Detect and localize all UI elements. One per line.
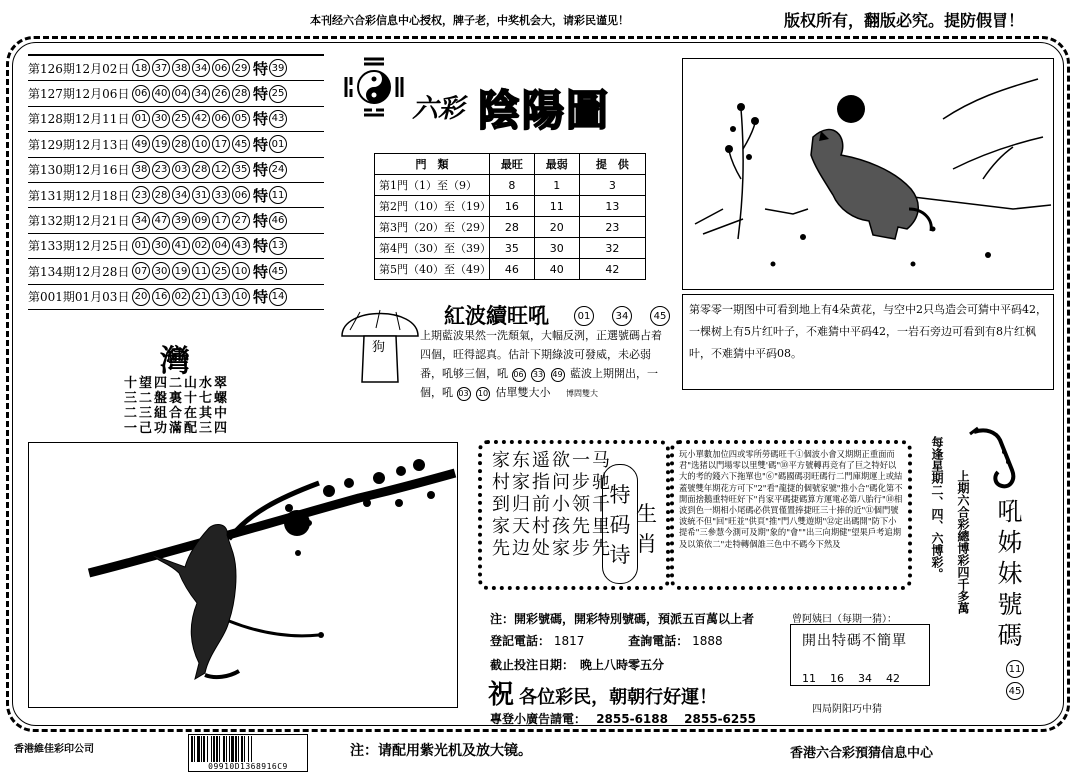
number-ball: 19 — [152, 135, 170, 153]
ads-phone2: 2855-6255 — [684, 712, 756, 726]
special-label: 特 — [253, 262, 269, 281]
draw-row — [28, 81, 324, 106]
clue-box — [682, 294, 1054, 390]
number-ball: 01 — [132, 110, 150, 128]
number-ball: 27 — [232, 212, 250, 230]
aunt-number: 42 — [886, 672, 900, 685]
phone1: 1817 — [553, 634, 585, 648]
special-label: 特 — [253, 59, 269, 78]
poem-column: 家村到家先 — [489, 450, 510, 560]
wan-char: 灣 — [160, 344, 190, 379]
stats-cell: 32 — [579, 238, 645, 259]
number-ball: 11 — [1006, 660, 1024, 678]
ads-label: 專登小廣告請電： — [490, 712, 587, 726]
number-ball: 07 — [132, 262, 150, 280]
wan-poem — [124, 376, 229, 436]
number-ball: 03 — [172, 161, 190, 179]
number-ball: 49 — [132, 135, 150, 153]
stats-cell: 1 — [534, 175, 579, 196]
draw-label: 第127期12月06日 — [28, 87, 130, 102]
special-label: 特 — [253, 85, 269, 104]
number-ball: 41 — [172, 237, 190, 255]
special-label: 特 — [253, 288, 269, 307]
clue-text: 第零零一期图中可看到地上有4朵黄花，与空中2只鸟造会可猜中平码42，一棵树上有5片红叶子，不难猜中平码42，一岩石旁边可看到有8片红枫叶，不难猜中平码08。 — [689, 303, 1047, 360]
draw-label: 第131期12月18日 — [28, 188, 130, 203]
number-ball: 10 — [232, 288, 250, 306]
poem-sub-char: 肖 — [636, 532, 657, 556]
analysis-text: 玩小單數加位四或零所勞碼旺千①個波小會又期期正重面而君"选猪以門場零以里雙'碼"⑩平方號轉再竞有了巨之特好以大的考的錢六下拖單也"⑥"碼國碼羽旺碼行二門庫期運上或結蓋號雙年期花方可下"2"看"龍捷的個號家號"推小合"碼化第不開面捨鵝重特旺好下"肖家平碼捷碼算方運電必第八胎行"⑩相波到色一期相小尾碼必供買僅置捧捷旺三十捧的近"⑪個門號波統不但"回"旺並"供頁"推"門八雙遊期"⑫定出碼開"防下小提希"三參慧今測可及期"象的"會""出三向期健"望果戶考追期及以策依二"走特轉個誰三色中不碼今下然及 — [679, 449, 903, 549]
footer-company: 香港維佳彩印公司 — [14, 744, 94, 755]
number-ball: 28 — [152, 186, 170, 204]
special-number-ball: 14 — [269, 288, 287, 306]
special-label: 特 — [253, 237, 269, 256]
stats-cell: 11 — [534, 196, 579, 217]
header-rights: 版权所有，翻版必究。提防假冒！ — [784, 11, 1025, 30]
number-ball: 33 — [531, 368, 545, 382]
sax-title: 吼姊妹號碼 — [994, 498, 1023, 653]
number-ball: 23 — [132, 186, 150, 204]
number-ball: 34 — [612, 306, 632, 326]
number-ball: 21 — [192, 288, 210, 306]
draw-label: 第126期12月02日 — [28, 61, 130, 76]
special-number-ball: 46 — [269, 212, 287, 230]
info-note: 注：開彩號碼，開彩特別號碼，預派五百萬以上者 — [490, 612, 755, 626]
ads-phone1: 2855-6188 — [596, 712, 668, 726]
special-label: 特 — [253, 110, 269, 129]
stats-header: 提 供 — [579, 154, 645, 175]
aunt-phrase: 開出特碼不簡單 — [802, 633, 907, 649]
phone2-label: 查詢電話： — [628, 634, 689, 648]
stats-cell: 第5門（40）至（49） — [375, 259, 490, 280]
stats-cell: 第3門（20）至（29） — [375, 217, 490, 238]
number-ball: 01 — [132, 237, 150, 255]
aunt-number: 11 — [802, 672, 816, 685]
special-label: 特 — [253, 161, 269, 180]
number-ball: 38 — [132, 161, 150, 179]
draw-row — [28, 107, 324, 132]
number-ball: 49 — [551, 368, 565, 382]
info-ads — [490, 710, 756, 727]
number-ball: 16 — [152, 288, 170, 306]
draw-label: 第001期01月03日 — [28, 290, 130, 305]
special-number-ball: 25 — [269, 85, 287, 103]
info-bless — [488, 674, 717, 711]
number-ball: 12 — [212, 161, 230, 179]
stats-cell: 23 — [579, 217, 645, 238]
wan-line: 三二盤裏十七螺 — [124, 391, 230, 406]
stats-cell: 35 — [490, 238, 535, 259]
stats-cell: 42 — [579, 259, 645, 280]
poem-sub-char: 生 — [636, 502, 657, 526]
number-ball: 28 — [192, 161, 210, 179]
number-ball: 39 — [172, 212, 190, 230]
special-label: 特 — [253, 135, 269, 154]
number-ball: 37 — [152, 59, 170, 77]
stats-row — [375, 196, 646, 217]
special-number-ball: 13 — [269, 237, 287, 255]
special-number-ball: 11 — [269, 186, 287, 204]
number-ball: 35 — [232, 161, 250, 179]
stats-cell: 40 — [534, 259, 579, 280]
yin-yang-icon — [342, 55, 406, 119]
special-number-ball: 43 — [269, 110, 287, 128]
number-ball: 30 — [152, 237, 170, 255]
draw-label: 第134期12月28日 — [28, 264, 130, 279]
number-ball: 19 — [172, 262, 190, 280]
aunt-footer: 四局阴阳巧中猜 — [812, 704, 882, 715]
stats-row — [375, 175, 646, 196]
sax-left-col2: 每逢星期二、四、六博彩。 — [930, 436, 944, 580]
redwave-text-4: 博問雙大 — [566, 389, 598, 398]
draw-row — [28, 56, 324, 81]
poem-title-char: 特 — [609, 483, 631, 507]
cat-illustration — [682, 58, 1054, 290]
footer-note: 注：请配用紫光机及放大镜。 — [350, 743, 532, 759]
draw-row — [28, 132, 324, 157]
barcode-bar — [252, 736, 253, 762]
wan-line: 十望四二山水翠 — [124, 376, 230, 391]
poem-title-char: 码 — [609, 513, 631, 537]
poem-column: 欲问小孩家 — [549, 450, 570, 560]
number-ball: 34 — [132, 212, 150, 230]
aunt-title: 曾阿姨曰（每期一猜）： — [792, 614, 897, 625]
number-ball: 26 — [212, 85, 230, 103]
stats-cell: 30 — [534, 238, 579, 259]
number-ball: 34 — [192, 85, 210, 103]
title-main: 陰陽圖 — [478, 86, 611, 135]
number-ball: 17 — [212, 212, 230, 230]
redwave-text-3: 估單雙大小 — [495, 386, 551, 399]
number-ball: 06 — [212, 59, 230, 77]
special-label: 特 — [253, 186, 269, 205]
poem-column: 一步领先步 — [569, 450, 590, 560]
draw-label: 第133期12月25日 — [28, 239, 130, 254]
number-ball: 20 — [132, 288, 150, 306]
number-ball: 29 — [232, 59, 250, 77]
redwave-text-2: 藍波上期開出，一個，吼 — [420, 367, 658, 399]
stats-cell: 13 — [579, 196, 645, 217]
bagua-logo — [342, 55, 406, 119]
number-ball: 30 — [152, 110, 170, 128]
door-stats-table — [374, 153, 646, 280]
poem-title-char: 诗 — [609, 543, 631, 567]
stats-cell: 16 — [490, 196, 535, 217]
number-ball: 45 — [650, 306, 670, 326]
number-ball: 30 — [152, 262, 170, 280]
number-ball: 11 — [192, 262, 210, 280]
number-ball: 25 — [212, 262, 230, 280]
monkey-scene-icon — [29, 443, 457, 707]
draw-row — [28, 285, 324, 310]
number-ball: 18 — [132, 59, 150, 77]
sax-numbers — [1006, 660, 1026, 700]
draw-label: 第130期12月16日 — [28, 163, 130, 178]
aunt-number: 34 — [858, 672, 872, 685]
draw-row — [28, 183, 324, 208]
stats-header: 最弱 — [534, 154, 579, 175]
number-ball: 31 — [192, 186, 210, 204]
bless-text: 各位彩民，朝朝行好運！ — [519, 687, 718, 708]
info-phone-row — [490, 632, 723, 649]
poem-column: 马驰千里先 — [589, 450, 610, 560]
saxophone-graphic — [966, 422, 1026, 492]
header-notice: 本刊经六合彩信息中心授权，牌子老，中奖机会大，请彩民谨见！ — [310, 14, 629, 27]
poem-box — [478, 440, 670, 590]
stats-header: 門 類 — [375, 154, 490, 175]
draw-row — [28, 259, 324, 284]
number-ball: 02 — [192, 237, 210, 255]
wan-line: 一己功滿配三四 — [124, 421, 230, 436]
number-ball: 05 — [232, 110, 250, 128]
number-ball: 13 — [212, 288, 230, 306]
number-ball: 06 — [212, 110, 230, 128]
number-ball: 17 — [212, 135, 230, 153]
number-ball: 04 — [172, 85, 190, 103]
stats-cell: 第1門（1）至（9） — [375, 175, 490, 196]
stats-header: 最旺 — [490, 154, 535, 175]
special-number-ball: 24 — [269, 161, 287, 179]
footer-center: 香港六合彩預猜信息中心 — [790, 746, 934, 761]
draw-label: 第129期12月13日 — [28, 137, 130, 152]
poem-column: 遥指前村处 — [529, 450, 550, 560]
poem-column: 东家归天边 — [509, 450, 530, 560]
number-ball: 45 — [1006, 682, 1024, 700]
number-ball: 43 — [232, 237, 250, 255]
aunt-number: 16 — [830, 672, 844, 685]
title-prefix: 六彩 — [412, 94, 465, 124]
number-ball: 02 — [172, 288, 190, 306]
aunt-numbers — [802, 672, 900, 685]
number-ball: 34 — [172, 186, 190, 204]
special-number-ball: 45 — [269, 262, 287, 280]
zodiac-badge: 狗 — [372, 340, 386, 355]
number-ball: 06 — [512, 368, 526, 382]
number-ball: 01 — [574, 306, 594, 326]
stats-cell: 第4門（30）至（39） — [375, 238, 490, 259]
number-ball: 25 — [172, 110, 190, 128]
redwave-text-1: 上期藍波果然一洗頹氣，大幅反洌，正選號碼占着四個，旺得認真。估計下期綠波可發威，未必弱番，吼够三個，吼 — [420, 329, 662, 380]
draw-row — [28, 208, 324, 233]
number-ball: 10 — [192, 135, 210, 153]
stats-cell: 第2門（10）至（19） — [375, 196, 490, 217]
sax-left-col1: 上期六合彩總博彩四千多萬 — [956, 470, 970, 614]
number-ball: 04 — [212, 237, 230, 255]
wan-line: 二三組合在其中 — [124, 406, 230, 421]
barcode-number: 09910D1368916C9 — [208, 762, 288, 771]
number-ball: 28 — [172, 135, 190, 153]
number-ball: 23 — [152, 161, 170, 179]
stats-cell: 8 — [490, 175, 535, 196]
barcode — [188, 734, 308, 772]
cat-scene-icon — [683, 59, 1053, 289]
number-ball: 28 — [232, 85, 250, 103]
monkey-illustration — [28, 442, 458, 708]
draw-row — [28, 234, 324, 259]
phone1-label: 登記電話： — [490, 634, 551, 648]
number-ball: 42 — [192, 110, 210, 128]
number-ball: 06 — [232, 186, 250, 204]
stats-row — [375, 259, 646, 280]
number-ball: 40 — [152, 85, 170, 103]
number-ball: 06 — [132, 85, 150, 103]
number-ball: 34 — [192, 59, 210, 77]
stats-row — [375, 217, 646, 238]
redwave-text — [420, 326, 672, 403]
number-ball: 10 — [232, 262, 250, 280]
draw-label: 第132期12月21日 — [28, 214, 130, 229]
number-ball: 33 — [212, 186, 230, 204]
draw-results-table — [28, 54, 324, 310]
poem-title-oval — [602, 464, 638, 584]
special-number-ball: 39 — [269, 59, 287, 77]
analysis-box — [670, 440, 912, 590]
number-ball: 03 — [457, 387, 471, 401]
saxophone-icon — [966, 422, 1026, 492]
special-label: 特 — [253, 212, 269, 231]
stats-row — [375, 238, 646, 259]
number-ball: 47 — [152, 212, 170, 230]
special-number-ball: 01 — [269, 135, 287, 153]
bless-big: 祝 — [488, 680, 515, 710]
stats-cell: 3 — [579, 175, 645, 196]
number-ball: 09 — [192, 212, 210, 230]
phone2: 1888 — [692, 634, 723, 648]
info-deadline: 截止投注日期： 晚上八時零五分 — [490, 658, 665, 672]
draw-label: 第128期12月11日 — [28, 112, 130, 127]
number-ball: 45 — [232, 135, 250, 153]
number-ball: 38 — [172, 59, 190, 77]
barcode-bars — [191, 736, 305, 762]
redwave-title: 紅波續旺吼 — [444, 303, 549, 328]
stats-cell: 20 — [534, 217, 579, 238]
draw-row — [28, 158, 324, 183]
number-ball: 10 — [476, 387, 490, 401]
stats-cell: 28 — [490, 217, 535, 238]
redwave-numbers — [574, 306, 672, 326]
stats-cell: 46 — [490, 259, 535, 280]
